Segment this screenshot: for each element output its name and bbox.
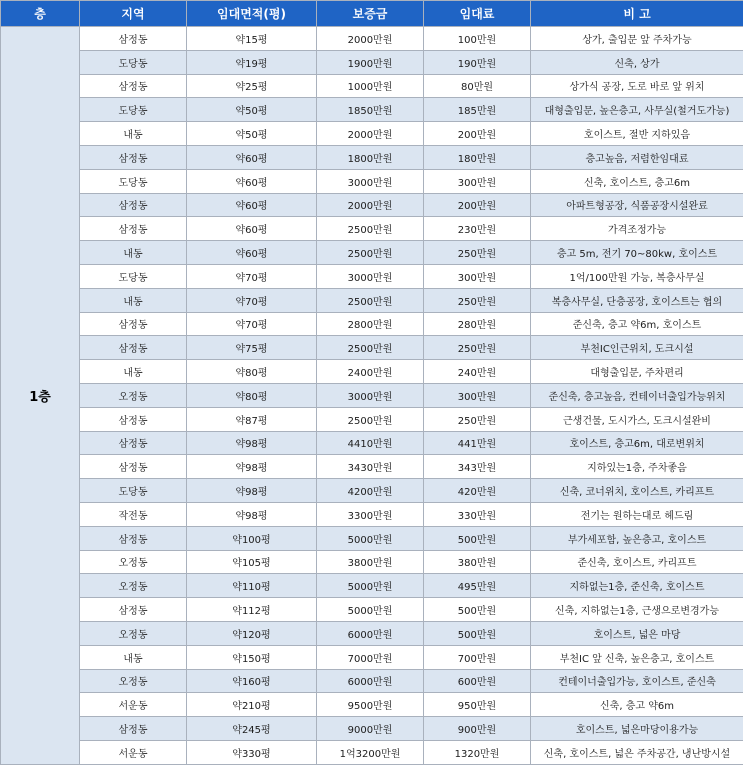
table-row (1, 383, 743, 407)
table-row (1, 479, 743, 503)
cell-deposit: 3430만원 (317, 455, 424, 479)
cell-region: 도당동 (80, 479, 187, 503)
cell-note: 1억/100만원 가능, 복층사무실 (531, 264, 743, 288)
cell-rent: 380만원 (424, 550, 531, 574)
cell-deposit: 1억3200만원 (317, 740, 424, 764)
floor-label: 1층 (1, 27, 80, 765)
cell-rent: 500만원 (424, 621, 531, 645)
cell-rent: 500만원 (424, 598, 531, 622)
cell-area: 약60평 (187, 217, 317, 241)
cell-note: 복층사무실, 단층공장, 호이스트는 협의 (531, 288, 743, 312)
cell-area: 약160평 (187, 669, 317, 693)
cell-note: 상가, 출입문 앞 주차가능 (531, 27, 743, 51)
table-row (1, 74, 743, 98)
table-row (1, 740, 743, 764)
cell-region: 삼정동 (80, 217, 187, 241)
cell-note: 층고높음, 저렴한임대료 (531, 145, 743, 169)
cell-note: 상가식 공장, 도로 바로 앞 위치 (531, 74, 743, 98)
table-row (1, 526, 743, 550)
header-floor: 층 (1, 1, 80, 27)
cell-region: 삼정동 (80, 74, 187, 98)
cell-note: 신축, 코너위치, 호이스트, 카리프트 (531, 479, 743, 503)
cell-region: 오정동 (80, 669, 187, 693)
table-row (1, 502, 743, 526)
cell-area: 약70평 (187, 264, 317, 288)
cell-note: 부가세포함, 높은층고, 호이스트 (531, 526, 743, 550)
cell-deposit: 5000만원 (317, 574, 424, 598)
cell-rent: 280만원 (424, 312, 531, 336)
cell-area: 약245평 (187, 717, 317, 741)
cell-area: 약70평 (187, 312, 317, 336)
table-row (1, 217, 743, 241)
table-row (1, 27, 743, 51)
table-row (1, 145, 743, 169)
cell-rent: 600만원 (424, 669, 531, 693)
cell-deposit: 1900만원 (317, 50, 424, 74)
cell-note: 지하없는1층, 준신축, 호이스트 (531, 574, 743, 598)
cell-deposit: 4410만원 (317, 431, 424, 455)
cell-rent: 250만원 (424, 407, 531, 431)
cell-deposit: 5000만원 (317, 598, 424, 622)
cell-note: 신축, 지하없는1층, 근생으로변경가능 (531, 598, 743, 622)
cell-rent: 420만원 (424, 479, 531, 503)
cell-area: 약15평 (187, 27, 317, 51)
cell-rent: 330만원 (424, 502, 531, 526)
cell-rent: 700만원 (424, 645, 531, 669)
cell-area: 약330평 (187, 740, 317, 764)
cell-rent: 180만원 (424, 145, 531, 169)
cell-rent: 495만원 (424, 574, 531, 598)
cell-region: 삼정동 (80, 145, 187, 169)
cell-deposit: 2000만원 (317, 27, 424, 51)
cell-area: 약75평 (187, 336, 317, 360)
cell-area: 약98평 (187, 455, 317, 479)
cell-region: 도당동 (80, 169, 187, 193)
cell-area: 약80평 (187, 383, 317, 407)
cell-note: 아파트형공장, 식품공장시설완료 (531, 193, 743, 217)
cell-note: 호이스트, 절반 지하있음 (531, 122, 743, 146)
cell-note: 준신축, 층고높음, 컨테이너출입가능위치 (531, 383, 743, 407)
cell-rent: 200만원 (424, 122, 531, 146)
header-rent: 임대료 (424, 1, 531, 27)
cell-rent: 1320만원 (424, 740, 531, 764)
table-row (1, 645, 743, 669)
table-row (1, 360, 743, 384)
cell-area: 약50평 (187, 122, 317, 146)
cell-deposit: 2400만원 (317, 360, 424, 384)
cell-region: 작전동 (80, 502, 187, 526)
cell-deposit: 3800만원 (317, 550, 424, 574)
cell-note: 호이스트, 층고6m, 대로변위치 (531, 431, 743, 455)
cell-rent: 250만원 (424, 336, 531, 360)
cell-note: 호이스트, 넓은마당이용가능 (531, 717, 743, 741)
cell-deposit: 1850만원 (317, 98, 424, 122)
cell-area: 약100평 (187, 526, 317, 550)
cell-deposit: 2000만원 (317, 122, 424, 146)
cell-note: 전기는 원하는대로 헤드림 (531, 502, 743, 526)
cell-rent: 230만원 (424, 217, 531, 241)
cell-deposit: 2500만원 (317, 241, 424, 265)
cell-region: 내동 (80, 122, 187, 146)
cell-deposit: 6000만원 (317, 669, 424, 693)
table-row (1, 122, 743, 146)
cell-deposit: 9000만원 (317, 717, 424, 741)
cell-region: 내동 (80, 288, 187, 312)
cell-region: 삼정동 (80, 431, 187, 455)
cell-deposit: 6000만원 (317, 621, 424, 645)
cell-area: 약98평 (187, 479, 317, 503)
table-row (1, 407, 743, 431)
table-row (1, 717, 743, 741)
cell-region: 오정동 (80, 550, 187, 574)
cell-region: 도당동 (80, 50, 187, 74)
cell-note: 호이스트, 넓은 마당 (531, 621, 743, 645)
cell-note: 준신축, 층고 약6m, 호이스트 (531, 312, 743, 336)
cell-deposit: 3000만원 (317, 169, 424, 193)
cell-area: 약25평 (187, 74, 317, 98)
cell-area: 약60평 (187, 241, 317, 265)
table-row (1, 264, 743, 288)
cell-region: 오정동 (80, 574, 187, 598)
cell-note: 근생건물, 도시가스, 도크시설완비 (531, 407, 743, 431)
table-row (1, 193, 743, 217)
cell-region: 도당동 (80, 98, 187, 122)
cell-rent: 200만원 (424, 193, 531, 217)
cell-note: 신축, 호이스트, 넓은 주차공간, 냉난방시설 (531, 740, 743, 764)
cell-note: 대형출입문, 주차편리 (531, 360, 743, 384)
cell-rent: 900만원 (424, 717, 531, 741)
cell-note: 신축, 층고 약6m (531, 693, 743, 717)
cell-region: 삼정동 (80, 336, 187, 360)
cell-deposit: 7000만원 (317, 645, 424, 669)
cell-deposit: 2000만원 (317, 193, 424, 217)
cell-area: 약80평 (187, 360, 317, 384)
table-row (1, 312, 743, 336)
cell-note: 층고 5m, 전기 70~80kw, 호이스트 (531, 241, 743, 265)
cell-area: 약98평 (187, 502, 317, 526)
cell-deposit: 1000만원 (317, 74, 424, 98)
cell-note: 대형출입문, 높은층고, 사무실(철거도가능) (531, 98, 743, 122)
cell-deposit: 2500만원 (317, 336, 424, 360)
cell-area: 약112평 (187, 598, 317, 622)
cell-deposit: 2500만원 (317, 407, 424, 431)
cell-region: 삼정동 (80, 717, 187, 741)
cell-note: 컨테이너출입가능, 호이스트, 준신축 (531, 669, 743, 693)
cell-deposit: 3000만원 (317, 383, 424, 407)
cell-deposit: 3300만원 (317, 502, 424, 526)
cell-rent: 250만원 (424, 241, 531, 265)
table-row (1, 550, 743, 574)
cell-area: 약110평 (187, 574, 317, 598)
table-row (1, 50, 743, 74)
table-row (1, 241, 743, 265)
cell-note: 지하있는1층, 주차좋음 (531, 455, 743, 479)
cell-area: 약150평 (187, 645, 317, 669)
cell-region: 삼정동 (80, 598, 187, 622)
cell-region: 삼정동 (80, 27, 187, 51)
cell-region: 서운동 (80, 693, 187, 717)
cell-rent: 185만원 (424, 98, 531, 122)
table-row (1, 693, 743, 717)
table-row (1, 598, 743, 622)
cell-rent: 80만원 (424, 74, 531, 98)
cell-note: 가격조정가능 (531, 217, 743, 241)
cell-rent: 441만원 (424, 431, 531, 455)
cell-region: 도당동 (80, 264, 187, 288)
header-deposit: 보증금 (317, 1, 424, 27)
cell-deposit: 2500만원 (317, 217, 424, 241)
cell-rent: 950만원 (424, 693, 531, 717)
cell-rent: 343만원 (424, 455, 531, 479)
table-row (1, 455, 743, 479)
cell-deposit: 2800만원 (317, 312, 424, 336)
cell-region: 내동 (80, 645, 187, 669)
cell-deposit: 9500만원 (317, 693, 424, 717)
cell-rent: 250만원 (424, 288, 531, 312)
cell-area: 약120평 (187, 621, 317, 645)
cell-note: 준신축, 호이스트, 카리프트 (531, 550, 743, 574)
cell-note: 부천IC 앞 신축, 높은층고, 호이스트 (531, 645, 743, 669)
cell-area: 약60평 (187, 193, 317, 217)
cell-region: 오정동 (80, 621, 187, 645)
table-row (1, 169, 743, 193)
table-row (1, 574, 743, 598)
cell-note: 신축, 상가 (531, 50, 743, 74)
cell-region: 내동 (80, 241, 187, 265)
table-body (1, 27, 743, 765)
cell-rent: 100만원 (424, 27, 531, 51)
cell-region: 삼정동 (80, 193, 187, 217)
cell-area: 약50평 (187, 98, 317, 122)
cell-region: 서운동 (80, 740, 187, 764)
cell-region: 삼정동 (80, 526, 187, 550)
cell-rent: 300만원 (424, 383, 531, 407)
cell-region: 삼정동 (80, 455, 187, 479)
table-row (1, 98, 743, 122)
cell-area: 약60평 (187, 169, 317, 193)
table-row (1, 669, 743, 693)
cell-note: 부천IC인근위치, 도크시설 (531, 336, 743, 360)
cell-area: 약87평 (187, 407, 317, 431)
cell-region: 오정동 (80, 383, 187, 407)
cell-deposit: 5000만원 (317, 526, 424, 550)
cell-rent: 500만원 (424, 526, 531, 550)
cell-area: 약105평 (187, 550, 317, 574)
cell-region: 내동 (80, 360, 187, 384)
cell-area: 약70평 (187, 288, 317, 312)
header-note: 비 고 (531, 1, 743, 27)
table-row (1, 621, 743, 645)
cell-rent: 300만원 (424, 264, 531, 288)
cell-deposit: 4200만원 (317, 479, 424, 503)
cell-area: 약60평 (187, 145, 317, 169)
cell-area: 약19평 (187, 50, 317, 74)
table-row (1, 431, 743, 455)
cell-deposit: 2500만원 (317, 288, 424, 312)
cell-deposit: 1800만원 (317, 145, 424, 169)
cell-rent: 190만원 (424, 50, 531, 74)
cell-rent: 300만원 (424, 169, 531, 193)
table-row (1, 336, 743, 360)
cell-deposit: 3000만원 (317, 264, 424, 288)
cell-rent: 240만원 (424, 360, 531, 384)
table-row (1, 288, 743, 312)
cell-region: 삼정동 (80, 407, 187, 431)
table-header-row (1, 1, 743, 27)
header-area: 임대면적(평) (187, 1, 317, 27)
header-region: 지역 (80, 1, 187, 27)
cell-area: 약210평 (187, 693, 317, 717)
cell-note: 신축, 호이스트, 층고6m (531, 169, 743, 193)
cell-region: 삼정동 (80, 312, 187, 336)
cell-area: 약98평 (187, 431, 317, 455)
